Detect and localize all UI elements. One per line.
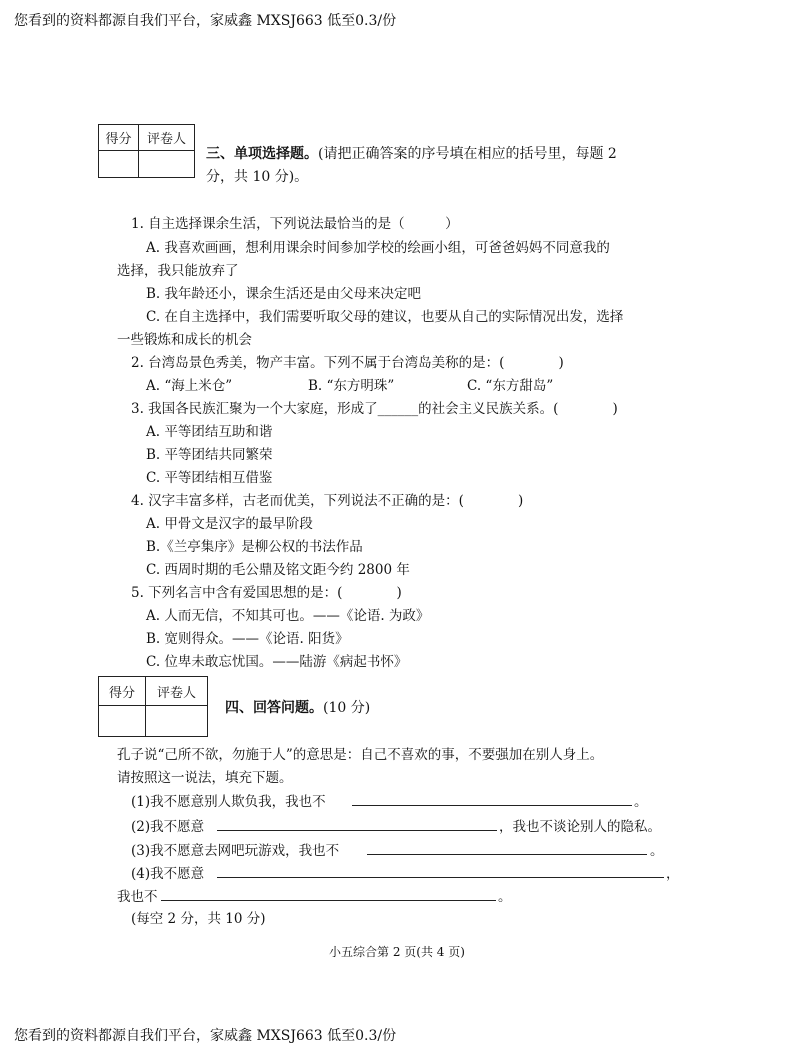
item-4b-suffix: 。 xyxy=(498,889,512,905)
item-1-blank[interactable] xyxy=(352,805,632,806)
q4-option-c: C. 西周时期的毛公鼎及铭文距今约 2800 年 xyxy=(146,562,410,578)
q2-option-b: B. “东方明珠” xyxy=(308,378,395,394)
item-3-prefix: (3)我不愿意去网吧玩游戏，我也不 xyxy=(131,843,340,859)
item-4b-prefix: 我也不 xyxy=(117,889,158,905)
item-1-suffix: 。 xyxy=(634,794,648,810)
score-table-section4 xyxy=(98,676,208,737)
page-footer: 小五综合第 2 页(共 4 页) xyxy=(329,945,465,959)
question-3-stem: 3. 我国各民族汇聚为一个大家庭，形成了______的社会主义民族关系。( ) xyxy=(131,401,618,417)
score-table-section3 xyxy=(98,124,195,178)
question-5-stem: 5. 下列名言中含有爱国思想的是：( ) xyxy=(131,585,402,601)
section3-title: 三、单项选择题。 xyxy=(206,146,318,162)
item-3-suffix: 。 xyxy=(650,843,664,859)
section3-desc-cont: 分，共 10 分)。 xyxy=(206,169,309,185)
grader-header: 评卷人 xyxy=(146,677,208,706)
grader-cell xyxy=(139,151,195,178)
section4-header xyxy=(225,697,370,717)
q1-option-c: C. 在自主选择中，我们需要听取父母的建议，也要从自己的实际情况出发，选择 xyxy=(146,309,624,325)
item-4-prefix: (4)我不愿意 xyxy=(131,866,205,882)
score-cell xyxy=(99,706,146,737)
question-4-stem: 4. 汉字丰富多样，古老而优美，下列说法不正确的是：( ) xyxy=(131,493,524,509)
item-2-prefix: (2)我不愿意 xyxy=(131,819,205,835)
bottom-banner: 您看到的资料都源自我们平台，家威鑫 MXSJ663 低至0.3/份 xyxy=(14,1028,397,1044)
q3-option-c: C. 平等团结相互借鉴 xyxy=(146,470,273,486)
grader-header: 评卷人 xyxy=(139,125,195,151)
q5-option-b: B. 宽则得众。——《论语. 阳货》 xyxy=(146,631,349,647)
top-banner: 您看到的资料都源自我们平台，家威鑫 MXSJ663 低至0.3/份 xyxy=(14,13,397,29)
question-2-stem: 2. 台湾岛景色秀美，物产丰富。下列不属于台湾岛美称的是：( ) xyxy=(131,355,564,371)
question-1-stem: 1. 自主选择课余生活，下列说法最恰当的是（ ） xyxy=(131,216,459,232)
q1-option-c-cont: 一些锻炼和成长的机会 xyxy=(117,332,252,348)
score-cell xyxy=(99,151,139,178)
item-4-suffix: ， xyxy=(666,866,680,882)
section4-note: (每空 2 分，共 10 分) xyxy=(131,911,266,927)
q1-option-a-cont: 选择，我只能放弃了 xyxy=(117,263,239,279)
section4-intro-cont: 请按照这一说法，填充下题。 xyxy=(117,770,293,786)
item-1-prefix: (1)我不愿意别人欺负我，我也不 xyxy=(131,794,326,810)
grader-cell xyxy=(146,706,208,737)
section3-desc: (请把正确答案的序号填在相应的括号里，每题 2 xyxy=(318,146,617,162)
section3-header xyxy=(206,143,617,163)
score-header: 得分 xyxy=(99,677,146,706)
section4-score: (10 分) xyxy=(323,700,371,716)
q1-option-a: A. 我喜欢画画，想利用课余时间参加学校的绘画小组，可爸爸妈妈不同意我的 xyxy=(146,240,610,256)
score-header: 得分 xyxy=(99,125,139,151)
q3-option-b: B. 平等团结共同繁荣 xyxy=(146,447,273,463)
section4-intro: 孔子说“己所不欲，勿施于人”的意思是：自己不喜欢的事，不要强加在别人身上。 xyxy=(117,747,604,763)
q4-option-a: A. 甲骨文是汉字的最早阶段 xyxy=(146,516,313,532)
q2-option-a: A. “海上米仓” xyxy=(146,378,233,394)
q2-option-c: C. “东方甜岛” xyxy=(467,378,554,394)
q5-option-a: A. 人而无信，不知其可也。——《论语. 为政》 xyxy=(146,608,430,624)
item-2-suffix: ，我也不谈论别人的隐私。 xyxy=(499,819,661,835)
q3-option-a: A. 平等团结互助和谐 xyxy=(146,424,273,440)
section4-title: 四、回答问题。 xyxy=(225,700,323,716)
item-4-blank[interactable] xyxy=(217,877,664,878)
item-2-blank[interactable] xyxy=(217,830,497,831)
item-3-blank[interactable] xyxy=(367,854,647,855)
q1-option-b: B. 我年龄还小，课余生活还是由父母来决定吧 xyxy=(146,286,422,302)
item-4b-blank[interactable] xyxy=(161,900,496,901)
q4-option-b: B.《兰亭集序》是柳公权的书法作品 xyxy=(146,539,363,555)
q5-option-c: C. 位卑未敢忘忧国。——陆游《病起书怀》 xyxy=(146,654,408,670)
